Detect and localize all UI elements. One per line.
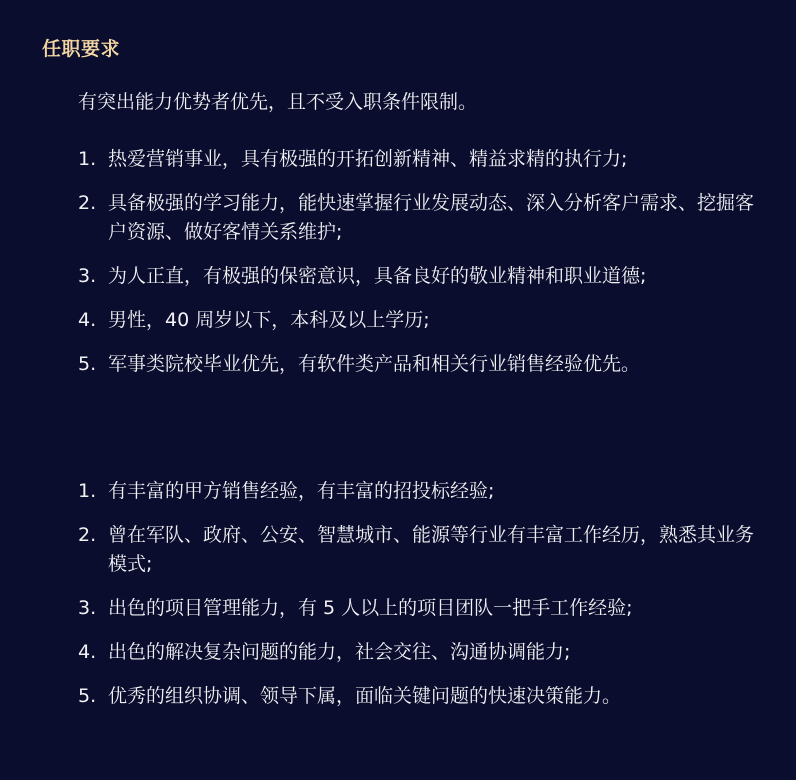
list-item (78, 189, 768, 247)
item-text: 热爱营销事业，具有极强的开拓创新精神、精益求精的执行力; (108, 148, 628, 170)
item-number: 2. (78, 192, 97, 214)
list-item (78, 477, 768, 506)
list-item (78, 306, 768, 335)
item-number: 1. (78, 480, 97, 502)
item-text: 有丰富的甲方销售经验，有丰富的招投标经验; (108, 480, 495, 502)
item-number: 5. (78, 685, 97, 707)
item-number: 4. (78, 641, 97, 663)
item-number: 2. (78, 524, 97, 546)
list-item (78, 638, 768, 667)
item-number: 3. (78, 265, 97, 287)
item-text: 出色的项目管理能力，有 5 人以上的项目团队一把手工作经验; (108, 597, 633, 619)
list-item (78, 682, 768, 711)
item-text: 曾在军队、政府、公安、智慧城市、能源等行业有丰富工作经历，熟悉其业务模式; (108, 524, 755, 575)
item-number: 3. (78, 597, 97, 619)
item-text: 优秀的组织协调、领导下属，面临关键问题的快速决策能力。 (108, 685, 622, 707)
item-number: 4. (78, 309, 97, 331)
item-number: 1. (78, 148, 97, 170)
item-text: 男性，40 周岁以下，本科及以上学历; (108, 309, 430, 331)
item-text: 具备极强的学习能力，能快速掌握行业发展动态、深入分析客户需求、挖掘客户资源、做好客情关系维护; (108, 192, 755, 243)
item-text: 出色的解决复杂问题的能力，社会交往、沟通协调能力; (108, 641, 571, 663)
preferences-list (78, 477, 768, 726)
item-text: 军事类院校毕业优先，有软件类产品和相关行业销售经验优先。 (108, 353, 641, 375)
list-item (78, 594, 768, 623)
item-text: 为人正直，有极强的保密意识，具备良好的敬业精神和职业道德; (108, 265, 647, 287)
item-number: 5. (78, 353, 97, 375)
requirements-list (78, 145, 768, 394)
list-item (78, 521, 768, 579)
section-title: 任职要求 (42, 38, 121, 60)
list-item (78, 262, 768, 291)
intro-text: 有突出能力优势者优先，且不受入职条件限制。 (78, 91, 478, 113)
list-item (78, 145, 768, 174)
list-item (78, 350, 768, 379)
